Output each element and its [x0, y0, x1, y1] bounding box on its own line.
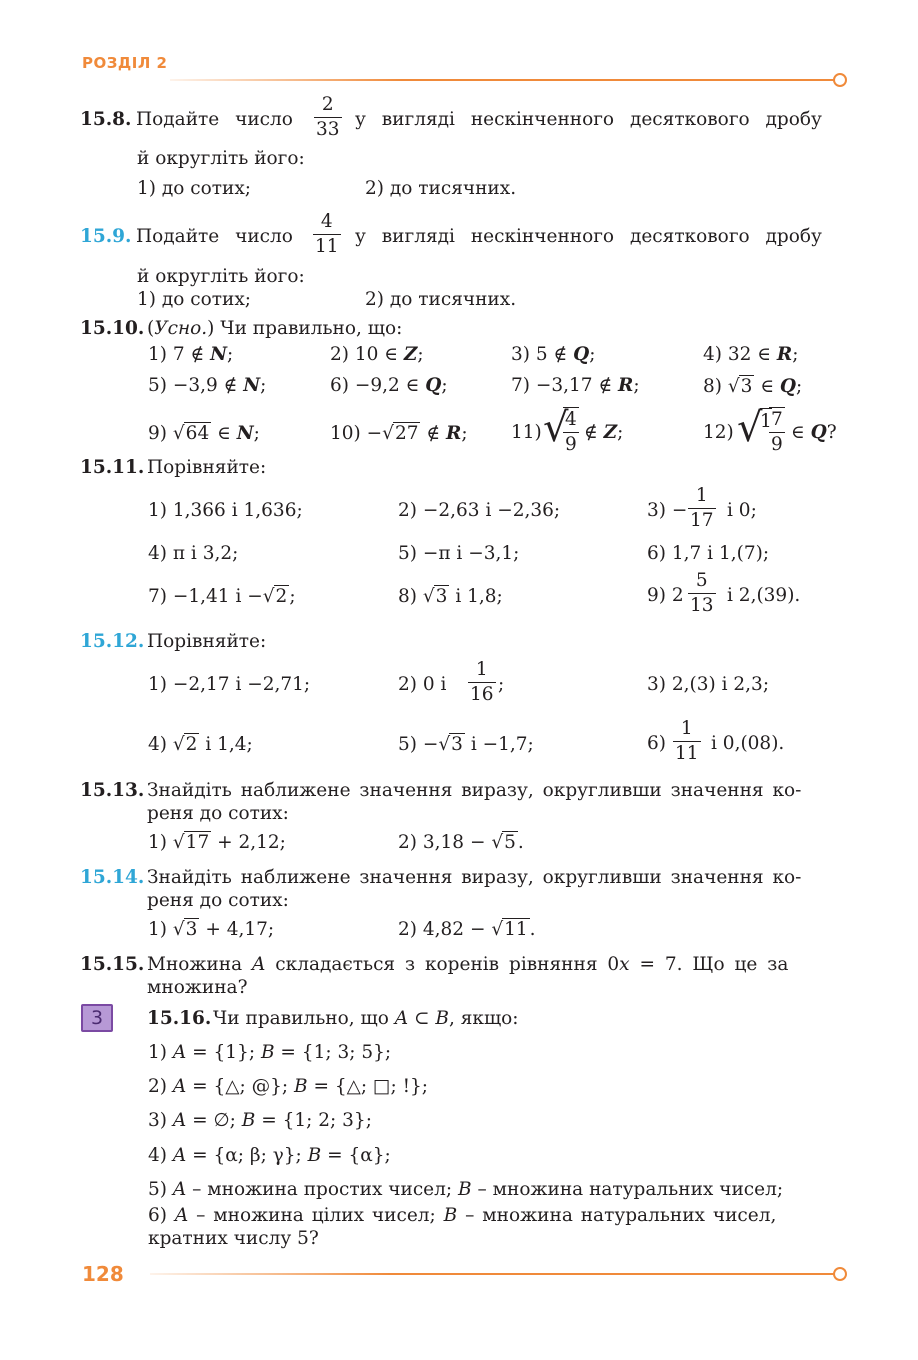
item-text: ∈ [211, 423, 237, 444]
exercise-item [511, 344, 595, 366]
exercise-text: Подайте число [136, 226, 293, 247]
item-text: Чи правильно, що [213, 1008, 395, 1029]
exercise-item [584, 422, 623, 444]
exercise-item [148, 344, 233, 366]
fraction-denominator: 11 [675, 743, 699, 764]
exercise-text: Знайдіть наближене значення виразу, округливши значення ко- [147, 780, 802, 801]
item-text: ; [796, 376, 803, 397]
item-text: ; [617, 422, 624, 443]
exercise-item: 1) −2,17 і −2,71; [148, 674, 311, 695]
item-text: = {1; 3; 5}; [274, 1042, 392, 1063]
exercise-item [791, 422, 837, 444]
item-text: 11) [511, 422, 542, 443]
item-text: ; [792, 344, 799, 365]
item-text: = {1; 2; 3}; [255, 1110, 372, 1131]
item-text: = {△; @}; [186, 1076, 295, 1097]
item-text: ; [260, 375, 267, 396]
item-text: 1) [148, 1042, 173, 1063]
exercise-item: 10) −√27 ∉ R; [330, 423, 468, 444]
set-symbol: N [210, 344, 228, 365]
item-text: 1) [148, 832, 173, 853]
exercise-item: 8) √3 і 1,8; [398, 586, 503, 607]
exercise-number: 15.10. [80, 318, 145, 339]
set-symbol: Q [425, 375, 442, 396]
exercise-item: 2) до тисячних. [365, 289, 517, 310]
exercise-number: 15.9. [80, 226, 132, 247]
exercise-item [148, 1042, 391, 1064]
fraction-numerator: 4 [565, 409, 577, 430]
header-rule-end-circle-icon [833, 73, 847, 87]
radicand: 3 [185, 919, 198, 940]
exercise-item [148, 1205, 776, 1227]
variable: A [252, 954, 266, 975]
variable: A [172, 1145, 187, 1166]
exercise-item [703, 422, 734, 444]
item-text: = 7. Що це за [629, 954, 789, 975]
fraction [563, 407, 579, 457]
item-text: 6) [148, 1205, 175, 1226]
page-number: 128 [82, 1262, 124, 1286]
variable: A [174, 1205, 189, 1226]
fraction [688, 484, 716, 533]
fraction-numerator: 1 [680, 718, 693, 739]
exercise-item: 2) 0 і [398, 674, 447, 695]
variable: A [172, 1179, 187, 1200]
item-text: – множина простих чисел; [186, 1179, 458, 1200]
exercise-item: і 0,(08). [711, 733, 785, 754]
exercise-item: 7) −1,41 і −√2 ; [148, 586, 296, 607]
item-text: = {△; □; !}; [307, 1076, 429, 1097]
item-text: і 1,4; [199, 734, 253, 755]
exercise-item [148, 1110, 372, 1132]
item-text: . [517, 832, 524, 853]
item-text: 3) [148, 1110, 173, 1131]
radicand: 2 [185, 734, 198, 755]
exercise-item: кратних числу 5? [148, 1228, 319, 1249]
item-text: – множина цілих чисел; [188, 1205, 444, 1226]
item-text: ∈ [754, 376, 780, 397]
item-text: 2) 4,82 − [398, 919, 492, 940]
exercise-number: 15.8. [80, 109, 132, 130]
exercise-item: і 0; [727, 500, 757, 521]
exercise-item [148, 375, 266, 397]
exercise-text [213, 1008, 519, 1030]
item-text: ∈ [791, 422, 811, 443]
exercise-number: 15.12. [80, 631, 145, 652]
exercise-number: 15.13. [80, 780, 145, 801]
set-symbol: R [776, 344, 793, 365]
exercise-text [147, 954, 788, 976]
variable: A ⊂ B [394, 1008, 449, 1029]
radicand: 5 [504, 832, 516, 853]
set-symbol: R [445, 423, 462, 444]
item-text: 1) [148, 919, 173, 940]
radical-sign: √ [543, 405, 569, 451]
item-text: 10) − [330, 423, 383, 444]
item-text: 7) −1,41 і − [148, 586, 263, 607]
variable: A [172, 1076, 187, 1097]
set-symbol: Q [779, 376, 797, 397]
exercise-text: множина? [147, 977, 248, 998]
item-text: = {1}; [186, 1042, 261, 1063]
radicand: 3 [451, 734, 463, 755]
radicand: 3 [740, 376, 753, 397]
exercise-item: 8) √3 ∈ Q; [703, 376, 803, 397]
exercise-item: 1) 1,366 і 1,636; [148, 500, 303, 521]
fraction [313, 210, 341, 259]
item-text: + 4,17; [199, 919, 275, 940]
radicand: 27 [394, 423, 419, 444]
fraction-numerator: 7 [771, 409, 783, 430]
item-text: 4) 32 ∈ [703, 344, 777, 365]
item-text: Множина [147, 954, 253, 975]
fraction-numerator: 5 [695, 570, 708, 591]
exercise-item: 4) √2 і 1,4; [148, 734, 253, 755]
exercise-number: 15.15. [80, 954, 145, 975]
exercise-item: 5) −√3 і −1,7; [398, 734, 534, 755]
fraction-denominator: 13 [690, 595, 714, 616]
item-text: ; [289, 586, 296, 607]
fraction [769, 407, 785, 457]
exercise-number: 15.11. [80, 457, 145, 478]
set-symbol: Z [603, 422, 618, 443]
exercise-item: 1) до сотих; [137, 178, 252, 199]
fraction [468, 658, 496, 707]
item-text: 1) 7 ∉ [148, 344, 211, 365]
exercise-text: у вигляді нескінченного десяткового дробу [355, 226, 822, 247]
item-text: ? [826, 422, 837, 443]
item-text: 8) [398, 586, 423, 607]
variable: B [443, 1205, 458, 1226]
fraction-denominator: 33 [316, 119, 340, 140]
item-text: = {α}; [321, 1145, 391, 1166]
exercise-text: реня до сотих: [147, 890, 289, 911]
footer-rule [150, 1273, 834, 1275]
item-text: 5) [148, 1179, 173, 1200]
item-text: 4) [148, 1145, 173, 1166]
item-text: 7) −3,17 ∉ [511, 375, 619, 396]
item-text: ; [461, 423, 468, 444]
exercise-text: у вигляді нескінченного десяткового дробу [355, 109, 822, 130]
variable: B [294, 1076, 308, 1097]
fraction [314, 93, 342, 142]
item-text: ∉ [420, 423, 446, 444]
exercise-item [148, 1076, 428, 1098]
fraction [673, 717, 701, 766]
fraction-numerator: 4 [320, 211, 333, 232]
set-symbol: N [243, 375, 261, 396]
variable: B [307, 1145, 322, 1166]
fraction-denominator: 11 [315, 236, 339, 257]
item-text: + 2,12; [211, 832, 286, 853]
fraction-numerator: 1 [695, 485, 708, 506]
exercise-text: Знайдіть наближене значення виразу, округливши значення ко- [147, 867, 802, 888]
set-symbol: R [618, 375, 634, 396]
difficulty-badge: 3 [81, 1004, 113, 1032]
item-text: . [529, 919, 536, 940]
item-text: = {α; β; γ}; [186, 1145, 308, 1166]
section-header: РОЗДІЛ 2 [82, 54, 168, 72]
exercise-text: й округліть його: [137, 148, 305, 169]
item-text: 6) −9,2 ∈ [330, 375, 426, 396]
item-text: 5) −3,9 ∉ [148, 375, 244, 396]
item-text: ; [633, 375, 640, 396]
exercise-text: Порівняйте: [147, 457, 267, 478]
set-symbol: Z [403, 344, 418, 365]
exercise-item: 1) до сотих; [137, 289, 252, 310]
exercise-item: 5) −π і −3,1; [398, 543, 520, 564]
exercise-question: Чи правильно, що: [220, 318, 403, 339]
radicand: 17 [185, 832, 210, 853]
item-text: , якщо: [448, 1008, 519, 1029]
exercise-item: 6) 1,7 і 1,(7); [647, 543, 770, 564]
exercise-item: 4) π і 3,2; [148, 543, 239, 564]
footer-rule-end-circle-icon [833, 1267, 847, 1281]
exercise-number: 15.14. [80, 867, 145, 888]
set-symbol: N [236, 423, 254, 444]
header-rule [170, 79, 834, 81]
radicand: 3 [435, 586, 448, 607]
variable: A [172, 1110, 187, 1131]
item-text: 2) 3,18 − [398, 832, 492, 853]
item-text: ; [253, 423, 260, 444]
item-text: ∉ [584, 422, 604, 443]
exercise-item: і 2,(39). [727, 585, 801, 606]
exercise-item [511, 375, 640, 397]
exercise-number: 15.16. [147, 1008, 212, 1029]
exercise-item [511, 422, 542, 444]
exercise-item: 1) √17 + 2,12; [148, 832, 286, 853]
exercise-item [703, 344, 798, 366]
item-text: ; [589, 344, 596, 365]
exercise-item [148, 1145, 391, 1167]
item-text: ; [227, 344, 234, 365]
item-text: 8) [703, 376, 728, 397]
exercise-item: 3) − [647, 500, 688, 521]
exercise-item: 3) 2,(3) і 2,3; [647, 674, 770, 695]
exercise-item [330, 375, 448, 397]
item-text: 2) 10 ∈ [330, 344, 404, 365]
fraction-numerator: 2 [321, 94, 334, 115]
radicand: 2 [275, 586, 288, 607]
exercise-text: реня до сотих: [147, 803, 289, 824]
radicand: 11 [504, 919, 528, 940]
exercise-text: Подайте число [136, 109, 293, 130]
fraction-denominator: 17 [690, 510, 714, 531]
exercise-item: 9) 2 [647, 585, 684, 606]
exercise-item [330, 344, 424, 366]
exercise-text: й округліть його: [137, 266, 305, 287]
exercise-text: Порівняйте: [147, 631, 267, 652]
fraction-numerator: 1 [475, 659, 488, 680]
item-text: 2) [148, 1076, 173, 1097]
item-text: складається з коренів рівняння 0 [265, 954, 620, 975]
fraction [688, 569, 716, 618]
fraction-denominator: 9 [565, 434, 577, 455]
variable: B [260, 1042, 275, 1063]
oral-note: Усно. [154, 318, 208, 339]
exercise-text: (Усно.) Чи правильно, що: [147, 318, 403, 339]
item-text: = ∅; [186, 1110, 242, 1131]
item-text: 5) − [398, 734, 439, 755]
item-text: 12) [703, 422, 734, 443]
item-text: ; [441, 375, 448, 396]
exercise-item: 2) до тисячних. [365, 178, 517, 199]
exercise-item: 2) −2,63 і −2,36; [398, 500, 561, 521]
item-text: 4) [148, 734, 173, 755]
item-text: 9) [148, 423, 173, 444]
item-text: і −1,7; [464, 734, 534, 755]
fraction-denominator: 16 [470, 684, 494, 705]
variable: B [241, 1110, 256, 1131]
exercise-item: 2) 4,82 − √11 . [398, 919, 536, 940]
exercise-item: 2) 3,18 − √5 . [398, 832, 524, 853]
mixed-number-whole: 1 [760, 408, 772, 433]
set-symbol: Q [810, 422, 827, 443]
variable: B [458, 1179, 472, 1200]
exercise-item [148, 1179, 783, 1201]
item-text: – множина натуральних чисел; [471, 1179, 784, 1200]
set-symbol: Q [573, 344, 590, 365]
variable: x [619, 954, 630, 975]
exercise-item: 6) [647, 733, 666, 754]
item-text: і 1,8; [449, 586, 503, 607]
exercise-item: ; [498, 674, 505, 695]
exercise-item: 1) √3 + 4,17; [148, 919, 275, 940]
item-text: ; [417, 344, 424, 365]
exercise-item: 9) √64 ∈ N; [148, 423, 260, 444]
fraction-denominator: 9 [771, 434, 783, 455]
radical-sign: √ [737, 405, 763, 451]
item-text: 3) 5 ∉ [511, 344, 574, 365]
variable: A [172, 1042, 187, 1063]
item-text: – множина натуральних чисел, [457, 1205, 777, 1226]
radicand: 64 [185, 423, 210, 444]
